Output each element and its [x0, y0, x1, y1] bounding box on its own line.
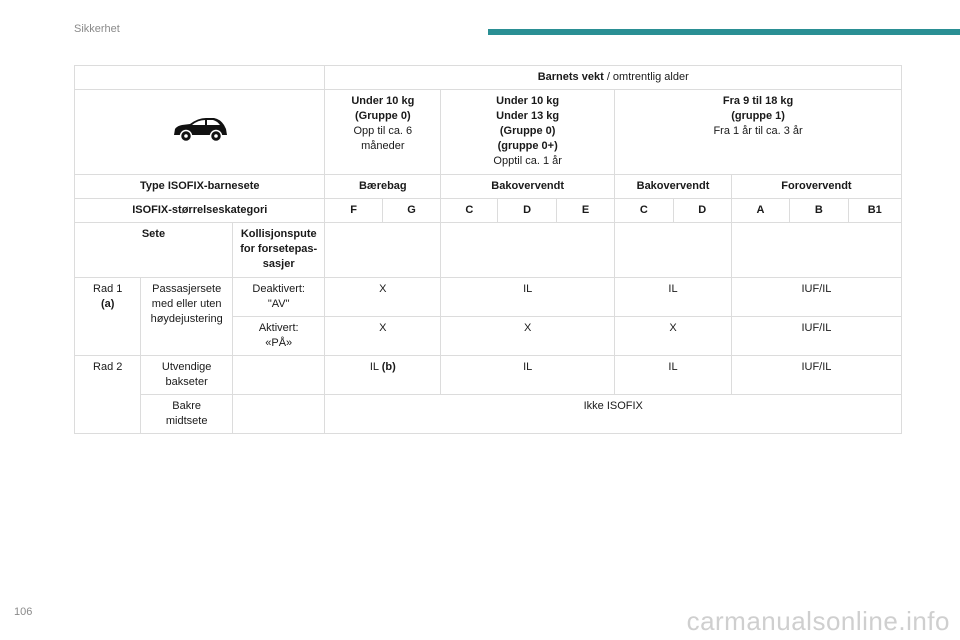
- value-cell: IUF/IL: [731, 317, 901, 356]
- header-accent-bar: [488, 29, 960, 35]
- empty-cell: [232, 356, 325, 395]
- row2-outer-seat: Utvendige bakseter: [141, 356, 233, 395]
- size-category-cell: C: [615, 199, 673, 223]
- value-cell: IL: [615, 356, 732, 395]
- section-title: Sikkerhet: [74, 23, 120, 35]
- size-category-cell: E: [556, 199, 614, 223]
- no-isofix-cell: Ikke ISOFIX: [325, 395, 902, 434]
- value-cell: IUF/IL: [731, 356, 901, 395]
- empty-corner-cell: [75, 66, 325, 90]
- size-category-cell: D: [498, 199, 556, 223]
- empty-cell: [232, 395, 325, 434]
- value-cell: IUF/IL: [731, 278, 901, 317]
- empty-cell: [441, 223, 615, 278]
- seat-type-row: [75, 175, 902, 199]
- seat-header-row: [75, 223, 902, 278]
- size-category-cell: B: [790, 199, 848, 223]
- weight-group-row: [75, 90, 902, 175]
- row1-deactivated: [75, 278, 902, 317]
- value-cell: X: [441, 317, 615, 356]
- seat-type-carrycot: Bærebag: [325, 175, 441, 199]
- weight-header-row: [75, 66, 902, 90]
- value-cell: IL: [615, 278, 732, 317]
- weight-group-0: Under 10 kg (Gruppe 0) Opp til ca. 6 måneder: [325, 90, 441, 175]
- airbag-deactivated: Deaktivert: "AV": [232, 278, 325, 317]
- row2-middle-seat: Bakre midtsete: [141, 395, 233, 434]
- size-category-cell: F: [325, 199, 382, 223]
- seat-type-forward-facing: Forovervendt: [731, 175, 901, 199]
- row2-middle: [75, 395, 902, 434]
- size-category-cell: B1: [848, 199, 901, 223]
- watermark: carmanualsonline.info: [686, 606, 950, 636]
- empty-cell: [731, 223, 901, 278]
- value-cell: X: [325, 317, 441, 356]
- row2-outer: [75, 356, 902, 395]
- size-category-cell: A: [731, 199, 789, 223]
- size-category-cell: G: [382, 199, 440, 223]
- car-icon: [170, 115, 230, 145]
- size-category-cell: C: [441, 199, 498, 223]
- car-icon-cell: [75, 90, 325, 175]
- seat-type-rear-facing-1: Bakovervendt: [441, 175, 615, 199]
- weight-group-0plus: Under 10 kg Under 13 kg (Gruppe 0) (gruppe 0+) Opptil ca. 1 år: [441, 90, 615, 175]
- seat-label: Sete: [75, 223, 233, 278]
- weight-group-1: Fra 9 til 18 kg (gruppe 1) Fra 1 år til ca. 3 år: [615, 90, 902, 175]
- airbag-activated: Aktivert: «PÅ»: [232, 317, 325, 356]
- value-cell: X: [325, 278, 441, 317]
- page-number: 106: [14, 606, 33, 618]
- row1-seat: Passasjersete med eller uten høydejustering: [141, 278, 233, 356]
- value-cell: IL: [441, 278, 615, 317]
- size-category-label: ISOFIX-størrelseskategori: [75, 199, 325, 223]
- size-category-row: [75, 199, 902, 223]
- isofix-table: [74, 65, 902, 434]
- seat-type-rear-facing-2: Bakovervendt: [615, 175, 732, 199]
- seat-type-label: Type ISOFIX-barnesete: [75, 175, 325, 199]
- value-cell: X: [615, 317, 732, 356]
- value-cell: IL: [441, 356, 615, 395]
- weight-header-cell: Barnets vekt / omtrentlig alder: [325, 66, 902, 90]
- value-cell: IL (b): [325, 356, 441, 395]
- row2-label: Rad 2: [75, 356, 141, 434]
- size-category-cell: D: [673, 199, 731, 223]
- empty-cell: [325, 223, 441, 278]
- row1-label: Rad 1 (a): [75, 278, 141, 356]
- airbag-label: Kollisjonspute for forsetepas- sasjer: [232, 223, 325, 278]
- empty-cell: [615, 223, 732, 278]
